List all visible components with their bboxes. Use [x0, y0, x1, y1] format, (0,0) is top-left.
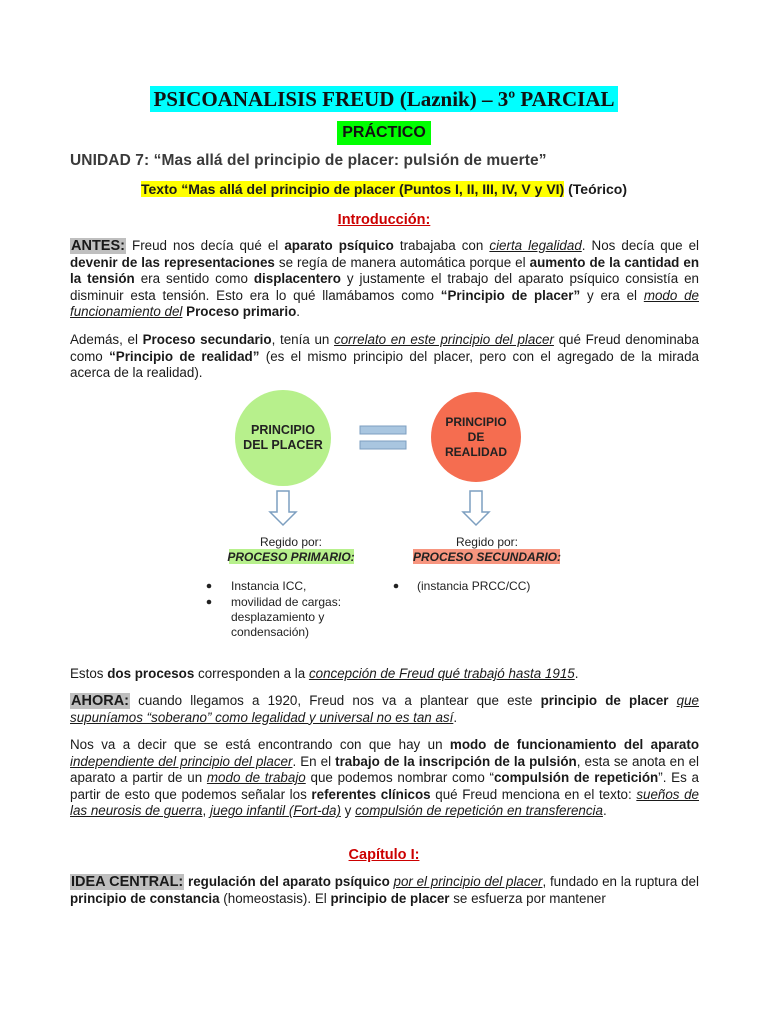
left-bullet-2-line-3: condensación)	[231, 625, 310, 639]
emphasis-text: compulsión de repetición en transferencia	[355, 803, 603, 819]
bold-text: modo de funcionamiento del aparato	[449, 737, 700, 752]
bold-text: regulación del aparato psíquico	[188, 874, 390, 889]
bold-text: principio de placer	[330, 890, 450, 906]
down-arrow-left-icon	[270, 491, 296, 525]
text: Freud nos decía qué el	[125, 238, 285, 253]
paragraph-estos	[70, 666, 699, 683]
paragraph-idea-central	[70, 874, 699, 907]
bold-text: Proceso secundario	[142, 332, 272, 347]
right-regido-label: Regido por:	[455, 535, 519, 549]
left-bullet-1: Instancia ICC,	[231, 579, 307, 593]
paragraph-nos-va	[70, 737, 699, 820]
right-bullet-1: (instancia PRCC/CC)	[417, 579, 531, 593]
label-ahora: AHORA:	[71, 693, 129, 709]
bold-text: aparato psíquico	[284, 238, 394, 253]
text: qué Freud denominaba como	[70, 332, 699, 364]
emphasis-text: cierta legalidad	[489, 238, 582, 253]
emphasis-text: que supuníamos “soberano” como legalidad y universal no es tan así	[70, 693, 699, 725]
texto-highlight: Texto “Mas allá del principio de placer (Puntos I, II, III, IV, V y VI)	[141, 181, 565, 197]
paragraph-ahora	[70, 693, 699, 726]
left-bullet-2-line-2: desplazamiento y	[231, 610, 325, 624]
text: trabajaba con	[393, 238, 490, 253]
bullet-dot	[394, 584, 399, 589]
emphasis-text: sueños de las neurosis de guerra	[70, 786, 700, 819]
text: , fundado en la ruptura del	[542, 874, 699, 889]
texto-rest: (Teórico)	[564, 181, 627, 197]
bold-text: trabajo de la inscripción de la pulsión	[335, 753, 577, 769]
bullet-dot	[207, 600, 212, 605]
subtitle-row	[0, 121, 768, 145]
document-subtitle: PRÁCTICO	[337, 121, 431, 145]
placer-circle-line-1: PRINCIPIO	[251, 423, 315, 437]
intro-heading: Introducción:	[337, 212, 431, 228]
text: Estos	[70, 666, 108, 681]
label-idea-central: IDEA CENTRAL:	[71, 874, 184, 890]
text: . Nos decía que el	[581, 238, 700, 253]
down-arrow-right-icon	[463, 491, 489, 525]
document-title: PSICOANALISIS FREUD (Laznik) – 3º PARCIAL	[150, 86, 617, 112]
bold-text: referentes clínicos	[311, 786, 431, 802]
emphasis-text: correlato en este principio del placer	[334, 332, 554, 347]
text: y justamente el trabajo del aparato psíquico consistía en disminuir esta tensión. Esto era lo qué llamábamos como	[70, 271, 699, 303]
text: , esta se anota en el aparato a partir de un	[70, 753, 699, 786]
texto-line	[0, 181, 768, 197]
text: se esfuerza por mantener	[449, 890, 606, 906]
text: .	[574, 666, 579, 681]
bullet-dot	[207, 584, 212, 589]
text: qué Freud menciona en el texto:	[430, 786, 637, 802]
text: (es el mismo principio del placer, pero con el agregado de la mirada acerca de la realidad).	[70, 348, 699, 381]
text: corresponden a la	[194, 666, 309, 681]
left-proceso-label: PROCESO PRIMARIO:	[227, 550, 355, 564]
emphasis-text: concepción de Freud qué trabajó hasta 1915	[308, 666, 575, 681]
text: (homeostasis). El	[219, 890, 331, 906]
text: y	[340, 803, 356, 819]
placer-circle-line-2: DEL PLACER	[243, 438, 323, 452]
text: .	[602, 803, 607, 819]
bold-text: devenir de las representaciones	[70, 254, 275, 270]
principles-diagram	[0, 385, 768, 650]
bold-text: Proceso primario	[186, 304, 297, 320]
text: .	[296, 304, 301, 320]
bold-text: dos procesos	[107, 666, 195, 681]
left-bullet-2-line-1: movilidad de cargas:	[231, 595, 342, 609]
emphasis-text: modo de trabajo	[206, 770, 306, 786]
bold-text: displacentero	[253, 271, 341, 287]
text: se regía de manera automática porque el	[274, 254, 530, 270]
text	[669, 693, 677, 708]
equals-sign-bottom	[360, 441, 406, 449]
text: y era el	[580, 287, 644, 303]
emphasis-text: modo de funcionamiento del	[70, 287, 699, 320]
text: Además, el	[70, 332, 143, 347]
text: ,	[202, 803, 210, 819]
realidad-circle-line-3: REALIDAD	[445, 445, 507, 459]
bold-text: compulsión de repetición	[493, 770, 659, 786]
text: ”. Es a partir de esto que podemos señalar los	[70, 770, 699, 802]
text: Nos va a decir que se está encontrando con que hay un	[70, 737, 450, 752]
intro-heading-row	[0, 211, 768, 229]
realidad-circle-line-2: DE	[467, 430, 485, 444]
emphasis-text: independiente del principio del placer	[70, 753, 293, 769]
right-proceso-label: PROCESO SECUNDARIO:	[412, 550, 562, 564]
text: cuando llegamos a 1920, Freud nos va a plantear que este	[130, 693, 541, 708]
bold-text: “Principio de realidad”	[109, 348, 260, 364]
cap1-heading-row	[0, 846, 768, 864]
equals-sign-top	[360, 426, 406, 434]
title-row	[0, 86, 768, 112]
cap1-heading: Capítulo I:	[348, 847, 420, 863]
text: que podemos nombrar como “	[305, 770, 494, 786]
text: .	[453, 709, 458, 725]
left-regido-label: Regido por:	[259, 535, 323, 549]
bold-text: principio de constancia	[70, 890, 220, 906]
paragraph-antes	[70, 238, 699, 321]
unit-heading: UNIDAD 7: “Mas allá del principio de placer: pulsión de muerte”	[70, 152, 547, 169]
bold-text: principio de placer	[540, 693, 669, 708]
text: era sentido como	[134, 271, 254, 287]
realidad-circle-line-1: PRINCIPIO	[445, 415, 507, 429]
emphasis-text: juego infantil (Fort-da)	[209, 803, 341, 819]
paragraph-ademas	[70, 332, 699, 382]
bold-text: aumento de la cantidad en la tensión	[70, 254, 699, 287]
label-antes: ANTES:	[71, 238, 125, 254]
text: . En el	[292, 753, 336, 769]
emphasis-text: por el principio del placer	[393, 874, 543, 889]
text: , tenía un	[271, 332, 335, 347]
bold-text: “Principio de placer”	[440, 287, 581, 303]
